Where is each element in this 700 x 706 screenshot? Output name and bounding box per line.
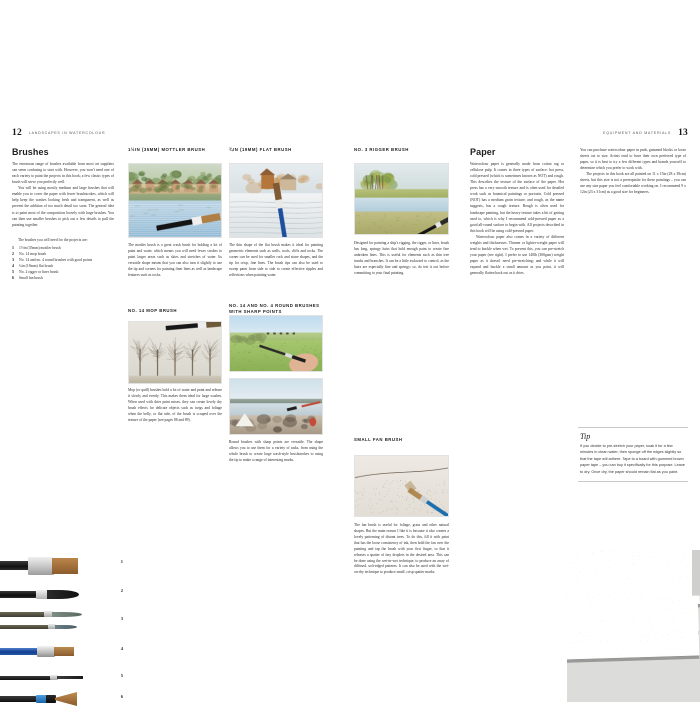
brushes-intro-p1: The enormous range of brushes available from most art suppliers can seem confusing to start with. However, you won't need one of each variety to paint the projects in this book; a few classic types of brush will serve you perfectly well. [12,162,114,185]
brush-4-flat [0,644,100,658]
paper-p3: You can purchase watercolour paper in pads, gummed blocks or loose sheets cut to size. Artists tend to have their own preferred type of paper, so it is best to try a few different types and brands yourself to determine which you prefer to work with. [580,148,686,171]
list-item-label: No. 2 rigger or liner brush [19,270,59,274]
paper-p1: Watercolour paper is generally made from cotton rag or cellulose pulp. It comes in three types of surface: hot press, cold pressed (which is sometimes known as NOT) and rough. This describes the texture of the surface of the paper. Hot press has a very smooth texture and is often used for detailed work such as botanical paintings or portraits. Cold pressed (NOT) has a medium grain texture; and rough, as the name suggests, has a rough texture. Rough is often used for landscape painting, but the heavy texture takes a bit of getting used to, which is why I recommend cold-pressed paper as a good all-round surface to begin with. All projects described in this book will be using cold-pressed paper. [470,162,564,233]
mop-brush-caption: Mop (or quill) brushes hold a lot of water and paint and release it slowly and evenly. This makes them ideal for large washes. When used with drier paint mixes, they can create lovely dry brush effects for delicate objects such as twigs and foliage when the belly, or flat side, of the brush is scraped over the texture of the paper (see pages 88 and 89). [128,388,222,422]
brush-1-mottler [0,556,92,576]
left-running-head [12,128,105,138]
brush-list-intro: The brushes you will need for the projects are: [18,237,88,242]
left-page-number: 12 [12,128,22,138]
paper-stack-photo [567,550,700,702]
required-brushes-list [12,245,114,281]
round-caption-wrap [229,440,323,464]
list-item [12,275,114,281]
list-item-number: 1 [12,245,14,250]
list-item-number: 4 [12,263,14,268]
paper-p4: The projects in this book are all painted on 11 x 15in (28 x 38cm) sheets, but this size is not a prerequisite for these paintings – you can use any size paper you feel comfortable working on. I recommend 9 x 12in (23 x 31cm) as a good size for beginners. [580,172,686,195]
left-running-title: LANDSCAPES IN WATERCOLOUR [28,131,106,135]
list-item-label: No. 14 mop brush [19,251,47,256]
list-item-number: 6 [12,276,14,281]
rigger-caption-wrap [354,241,449,277]
fan-caption-wrap [354,523,449,576]
brush-lineup-plate [0,540,125,700]
paper-text-column-2 [580,147,686,196]
brushes-text-column [12,147,114,281]
mottler-photo-canvas [129,164,221,237]
tip-title: Tip [580,432,591,441]
paper-stack-canvas [567,550,700,702]
flat-brush-photo [229,163,323,238]
tip-box [578,427,688,482]
mop-brush-column [128,308,222,317]
brushes-intro-p2: You will be using mostly medium and large brushes that will enable you to cover the paper with fewer brushstrokes, which will help keep the washes looking fresh and transparent, as well as prevent the addition of too much detail too soon. The general idea is to paint most of the composition loosely with large brushes. You can then use smaller brushes to pick out a few details to pull the painting together. [12,186,114,227]
rigger-photo-canvas [355,164,448,234]
round-brush-photo-top [229,315,323,372]
brush-number-1: 1 [120,559,123,564]
mottler-brush-photo [128,163,222,238]
mop-photo-canvas [129,322,221,383]
brush-2-mop [0,588,100,600]
rigger-brush-column [354,147,449,156]
round-brush-photo-bottom [229,378,323,435]
brush-number-5: 5 [120,673,123,678]
brush-6-fan [0,692,104,706]
fan-brush-column [354,437,449,446]
flat-photo-canvas [230,164,322,237]
fan-brush-heading: SMALL FAN BRUSH [354,437,403,442]
rigger-brush-heading: NO. 3 RIGGER BRUSH [354,147,409,152]
book-spread [0,125,700,699]
flat-brush-heading: ¾IN (19MM) FLAT BRUSH [229,147,292,152]
tip-text: If you decide to pre-stretch your paper, soak it for a few minutes in clean water, then sponge off the edges slightly so that the tape will adhere. Tape to a board with gummed brown paper tape – you can buy it specifically for this purpose. Leave to dry. Once dry, the paper should remain flat as you paint. [580,444,685,474]
round-bottom-canvas [230,379,322,434]
mottler-brush-caption: The mottler brush is a great wash brush for holding a lot of paint and water, which means you will need fewer strokes to paint larger areas such as skies and stretches of water. Its versatile shape means that you can also turn it slightly to use the tip and corners for painting finer lines as well as landscape features such as rocks. [128,243,222,277]
fan-brush-photo [354,455,449,517]
brush-lineup-photo [0,540,125,700]
list-item-number: 2 [12,251,14,256]
mop-brush-heading: NO. 14 MOP BRUSH [128,308,177,313]
right-running-head [603,128,688,138]
brush-number-2: 2 [120,588,123,593]
mop-brush-photo [128,321,222,384]
fan-photo-canvas [355,456,448,516]
list-item-number: 5 [12,270,14,274]
round-brushes-heading: NO. 14 AND NO. 4 ROUND BRUSHES WITH SHARP POINTS [229,303,320,315]
paper-section-title: Paper [470,147,496,157]
mop-caption-wrap [128,388,222,424]
left-page [0,125,350,699]
mottler-brush-heading: 1½IN (35MM) MOTTLER BRUSH [128,147,206,152]
brush-number-4: 4 [120,646,123,651]
flat-brush-column [229,147,323,156]
flat-caption-wrap [229,243,323,279]
flat-brush-caption: The thin shape of the flat brush makes it ideal for painting geometric elements such as walls, roofs, cliffs and rocks. The corner can be used for smaller rock and stone shapes, and the tip for crisp, fine lines. The brush tips can also be used to sweep paint from side to side to create effective ripples and reflections when painting water. [229,243,323,277]
brush-number-6: 6 [120,694,123,699]
rigger-brush-photo [354,163,449,235]
paper-text-column-1 [470,147,564,276]
round-brushes-caption: Round brushes with sharp points are versatile. The shape allows you to use them for a variety of tasks, from using the whole brush to create large wash-style brushstrokes to using the tip to make a range of interesting marks. [229,440,323,462]
list-item-label: ¾in (19mm) flat brush [19,263,53,268]
list-item-number: 3 [12,257,14,262]
mottler-brush-column [128,147,222,156]
rigger-brush-caption: Designed for painting a ship's rigging, the rigger, or liner, brush has long, springy hairs that hold enough paint to create fine unbroken lines. This is useful for elements such as thin tree trunks and branches. It can be a little awkward to control, as the hairs are especially fine and springy; so, do test it out before committing to your final painting. [354,241,449,275]
list-item-label: No. 14 and no. 4 round brushes with good points [19,257,93,262]
brush-number-3: 3 [120,616,123,621]
mottler-caption-wrap [128,243,222,279]
brush-5-rigger [0,674,104,681]
brushes-section-title: Brushes [12,147,49,157]
list-item-label: 1½in (35mm) mottler brush [19,245,61,250]
paper-p2: Watercolour paper also comes in a variety of different weights and thicknesses. Thinner or lighter-weight paper will tend to buckle when wet. To prevent this, you can pre-stretch your paper (see right). I prefer to use 140lb (300gsm) weight paper as it doesn't need pre-stretching; and while it will expand and buckle a small amount as you paint, it will generally flatten back out as it dries. [470,234,564,276]
brush-3a-round [0,610,104,619]
list-item-label: Small fan brush [19,276,43,281]
brush-3b-round [0,623,104,631]
round-top-canvas [230,316,322,371]
right-running-title: EQUIPMENT AND MATERIALS [603,131,672,135]
right-page-number: 13 [678,128,688,138]
fan-brush-caption: The fan brush is useful for foliage, grass and other natural shapes. But the main reason I like it is because it also creates a lovely patterning of distant trees. To do this, fill it with paint that has the loose consistency of ink, then hold the fan over the painting and tap the brush with your first finger, so that it releases a spatter of tiny droplets in the desired area. This can be done using the wet-in-wet technique, to produce an array of diffused, soft-edged patterns. It can also be used with the wet-on-dry technique to produce small, crisp spatter marks. [354,523,449,575]
